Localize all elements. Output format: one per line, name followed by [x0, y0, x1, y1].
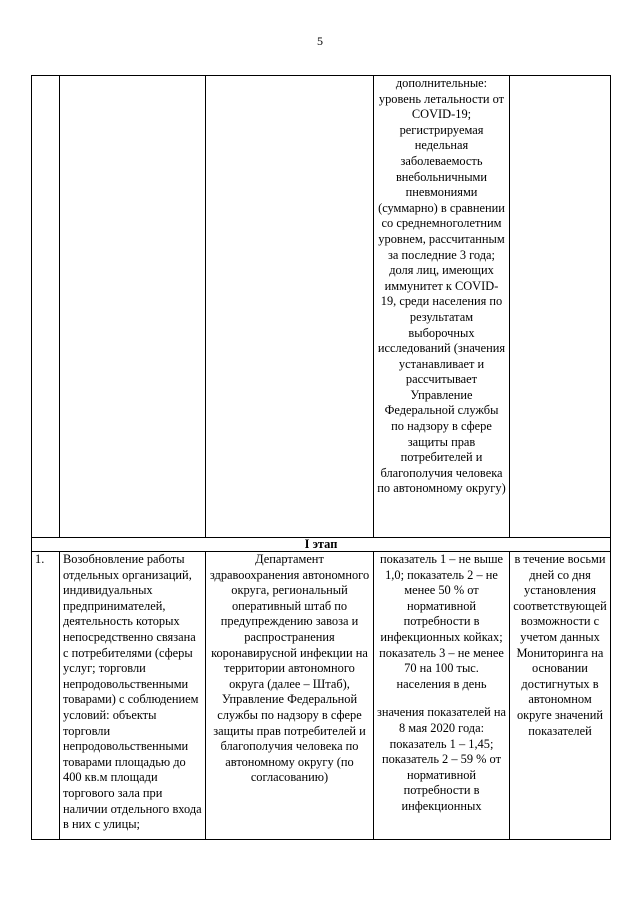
deadline-cell: в течение восьми дней со дня установления соответствующей возможности с учетом данных Мониторинга на основании достигнутых в автономном округе значений показателей: [510, 552, 611, 840]
page-number: 5: [317, 34, 323, 48]
cell-responsible-empty: [206, 76, 374, 538]
cell-deadline-empty: [510, 76, 611, 538]
measure-description: Возобновление работы отдельных организаций, индивидуальных предпринимателей, деятельность которых непосредственно связана с потребителями (сферы услуг; торговли непродовольственными товарами) с соблюдением условий: объекты торговли непродовольственными товарами площадью до 400 кв.м площади торгового зала при наличии отдельного входа в них с улицы;: [60, 552, 206, 840]
cell-number-empty: [32, 76, 60, 538]
measures-table: [31, 75, 611, 840]
stage-header: I этап: [32, 538, 611, 552]
table-row-1: [32, 552, 611, 840]
row-number: 1.: [32, 552, 60, 840]
cell-measure-empty: [60, 76, 206, 538]
indicators-cell: [374, 552, 510, 840]
indicator-thresholds: показатель 1 – не выше 1,0; показатель 2 – не менее 50 % от нормативной потребности в инфекционных койках; показатель 3 – не менее 70 на 100 тыс. населения в день: [379, 552, 504, 691]
cell-additional-indicators: дополнительные: уровень летальности от COVID-19; регистрируемая недельная заболеваемость внебольничными пневмониями (суммарно) в сравнении со среднемноголетним уровнем, рассчитанным за последние 3 года; доля лиц, имеющих иммунитет к COVID-19, среди населения по результатам выборочных исследований (значения устанавливает и рассчитывает Управление Федеральной службы по надзору в сфере защиты прав потребителей и благополучия человека по автономному округу): [374, 76, 510, 538]
responsible-parties: Департамент здравоохранения автономного округа, региональный оперативный штаб по предупреждению завоза и распространения коронавирусной инфекции на территории автономного округа (далее – Штаб), Управление Федеральной службы по надзору в сфере защиты прав потребителей и благополучия человека по автономному округу (по согласованию): [206, 552, 374, 840]
indicator-values: значения показателей на 8 мая 2020 года: показатель 1 – 1,45; показатель 2 – 59 % от нормативной потребности в инфекционных: [377, 705, 507, 813]
stage-header-row: [32, 538, 611, 552]
table-row-continued: [32, 76, 611, 538]
